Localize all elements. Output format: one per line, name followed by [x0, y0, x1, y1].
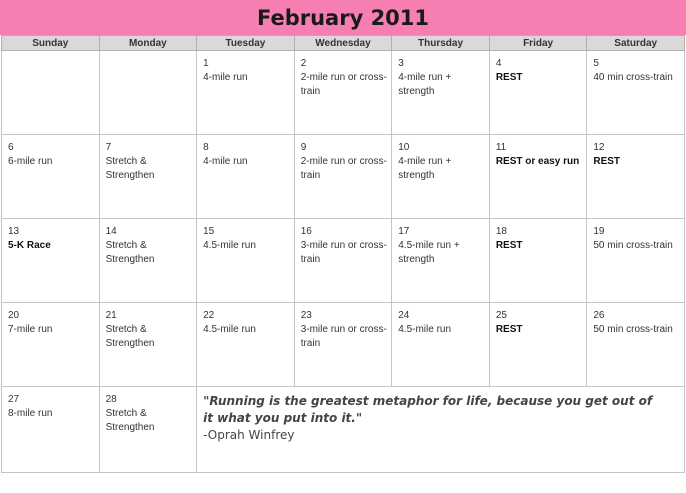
day-number: 28: [105, 394, 117, 405]
workout-text: 50 min cross-train: [593, 324, 673, 335]
day-number: 10: [398, 142, 410, 153]
day-number: 17: [398, 226, 410, 237]
day-number: 4: [495, 58, 502, 69]
day-number: 19: [593, 226, 605, 237]
day-cell: [99, 303, 197, 387]
day-number: 3: [398, 58, 404, 69]
weekday-header: Saturday: [587, 36, 685, 51]
day-number: 13: [8, 226, 20, 237]
workout-text: 50 min cross-train: [593, 240, 673, 251]
day-cell: [2, 51, 100, 135]
day-cell: [489, 51, 587, 135]
day-cell: [197, 51, 295, 135]
day-cell: [294, 51, 392, 135]
day-number: 5: [593, 58, 599, 69]
workout-text: Stretch & Strengthen: [105, 408, 155, 433]
workout-text: 6-mile run: [8, 156, 53, 167]
day-number: 9: [300, 142, 307, 153]
workout-text: REST: [593, 156, 621, 167]
day-cell: [294, 303, 392, 387]
workout-text: REST or easy run: [495, 156, 580, 167]
day-cell: [392, 135, 490, 219]
workout-text: 4-mile run: [203, 156, 248, 167]
day-cell: [587, 51, 685, 135]
day-number: 14: [105, 226, 117, 237]
quote-cell: [197, 387, 685, 473]
day-cell: [587, 303, 685, 387]
day-cell: [2, 219, 100, 303]
day-cell: [392, 219, 490, 303]
day-cell: [197, 219, 295, 303]
weekday-header-row: [2, 36, 685, 51]
day-number: 23: [300, 310, 312, 321]
month-title: February 2011: [0, 0, 686, 35]
day-number: 2: [300, 58, 307, 69]
day-cell: [99, 51, 197, 135]
workout-text: Stretch & Strengthen: [105, 240, 155, 265]
day-cell: [489, 303, 587, 387]
day-number: 20: [8, 310, 20, 321]
workout-text: 8-mile run: [8, 408, 53, 419]
week-row: [2, 51, 685, 135]
weekday-header: Thursday: [392, 36, 490, 51]
workout-text: 2-mile run or cross-train: [300, 156, 387, 181]
week-row: [2, 303, 685, 387]
day-number: 15: [203, 226, 215, 237]
day-cell: [2, 387, 100, 473]
workout-text: REST: [495, 324, 523, 335]
day-number: 24: [398, 310, 410, 321]
day-cell: [587, 135, 685, 219]
workout-text: Stretch & Strengthen: [105, 324, 155, 349]
quote-text: "Running is the greatest metaphor for life, because you get out of it what you put into it.": [203, 394, 653, 425]
day-number: 6: [8, 142, 14, 153]
day-cell: [294, 219, 392, 303]
workout-text: 3-mile run or cross-train: [300, 324, 387, 349]
day-cell: [587, 219, 685, 303]
day-number: 18: [495, 226, 507, 237]
weekday-header: Wednesday: [294, 36, 392, 51]
day-cell: [489, 219, 587, 303]
day-cell: [2, 303, 100, 387]
workout-text: 4-mile run: [203, 72, 248, 83]
weekday-header: Tuesday: [197, 36, 295, 51]
workout-text: 7-mile run: [8, 324, 53, 335]
day-number: 22: [203, 310, 215, 321]
day-number: 26: [593, 310, 605, 321]
weekday-header: Sunday: [2, 36, 100, 51]
workout-text: 2-mile run or cross-train: [300, 72, 387, 97]
workout-text: REST: [495, 72, 523, 83]
workout-text: 4.5-mile run: [203, 240, 256, 251]
quote-author: -Oprah Winfrey: [203, 428, 295, 442]
day-number: 7: [105, 142, 112, 153]
workout-text: 40 min cross-train: [593, 72, 673, 83]
day-cell: [99, 387, 197, 473]
day-cell: [2, 135, 100, 219]
workout-text: Stretch & Strengthen: [105, 156, 155, 181]
day-number: 8: [203, 142, 209, 153]
day-cell: [489, 135, 587, 219]
day-cell: [197, 135, 295, 219]
day-number: 25: [495, 310, 507, 321]
calendar-grid: [1, 35, 685, 473]
day-cell: [392, 303, 490, 387]
week-row: [2, 387, 685, 473]
workout-text: 3-mile run or cross-train: [300, 240, 387, 265]
day-cell: [294, 135, 392, 219]
day-number: 27: [8, 394, 20, 405]
day-cell: [392, 51, 490, 135]
day-cell: [99, 219, 197, 303]
workout-text: 4.5-mile run + strength: [398, 240, 460, 265]
day-cell: [197, 303, 295, 387]
day-cell: [99, 135, 197, 219]
workout-text: 4.5-mile run: [203, 324, 256, 335]
workout-text: REST: [495, 240, 523, 251]
day-number: 21: [105, 310, 117, 321]
weekday-header: Friday: [489, 36, 587, 51]
day-number: 1: [203, 58, 209, 69]
workout-text: 4-mile run + strength: [398, 72, 452, 97]
day-number: 11: [495, 142, 507, 153]
workout-text: 4.5-mile run: [398, 324, 452, 335]
weekday-header: Monday: [99, 36, 197, 51]
workout-text: 4-mile run + strength: [398, 156, 452, 181]
week-row: [2, 219, 685, 303]
workout-text: 5-K Race: [8, 240, 51, 251]
day-number: 12: [593, 142, 605, 153]
week-row: [2, 135, 685, 219]
day-number: 16: [300, 226, 312, 237]
